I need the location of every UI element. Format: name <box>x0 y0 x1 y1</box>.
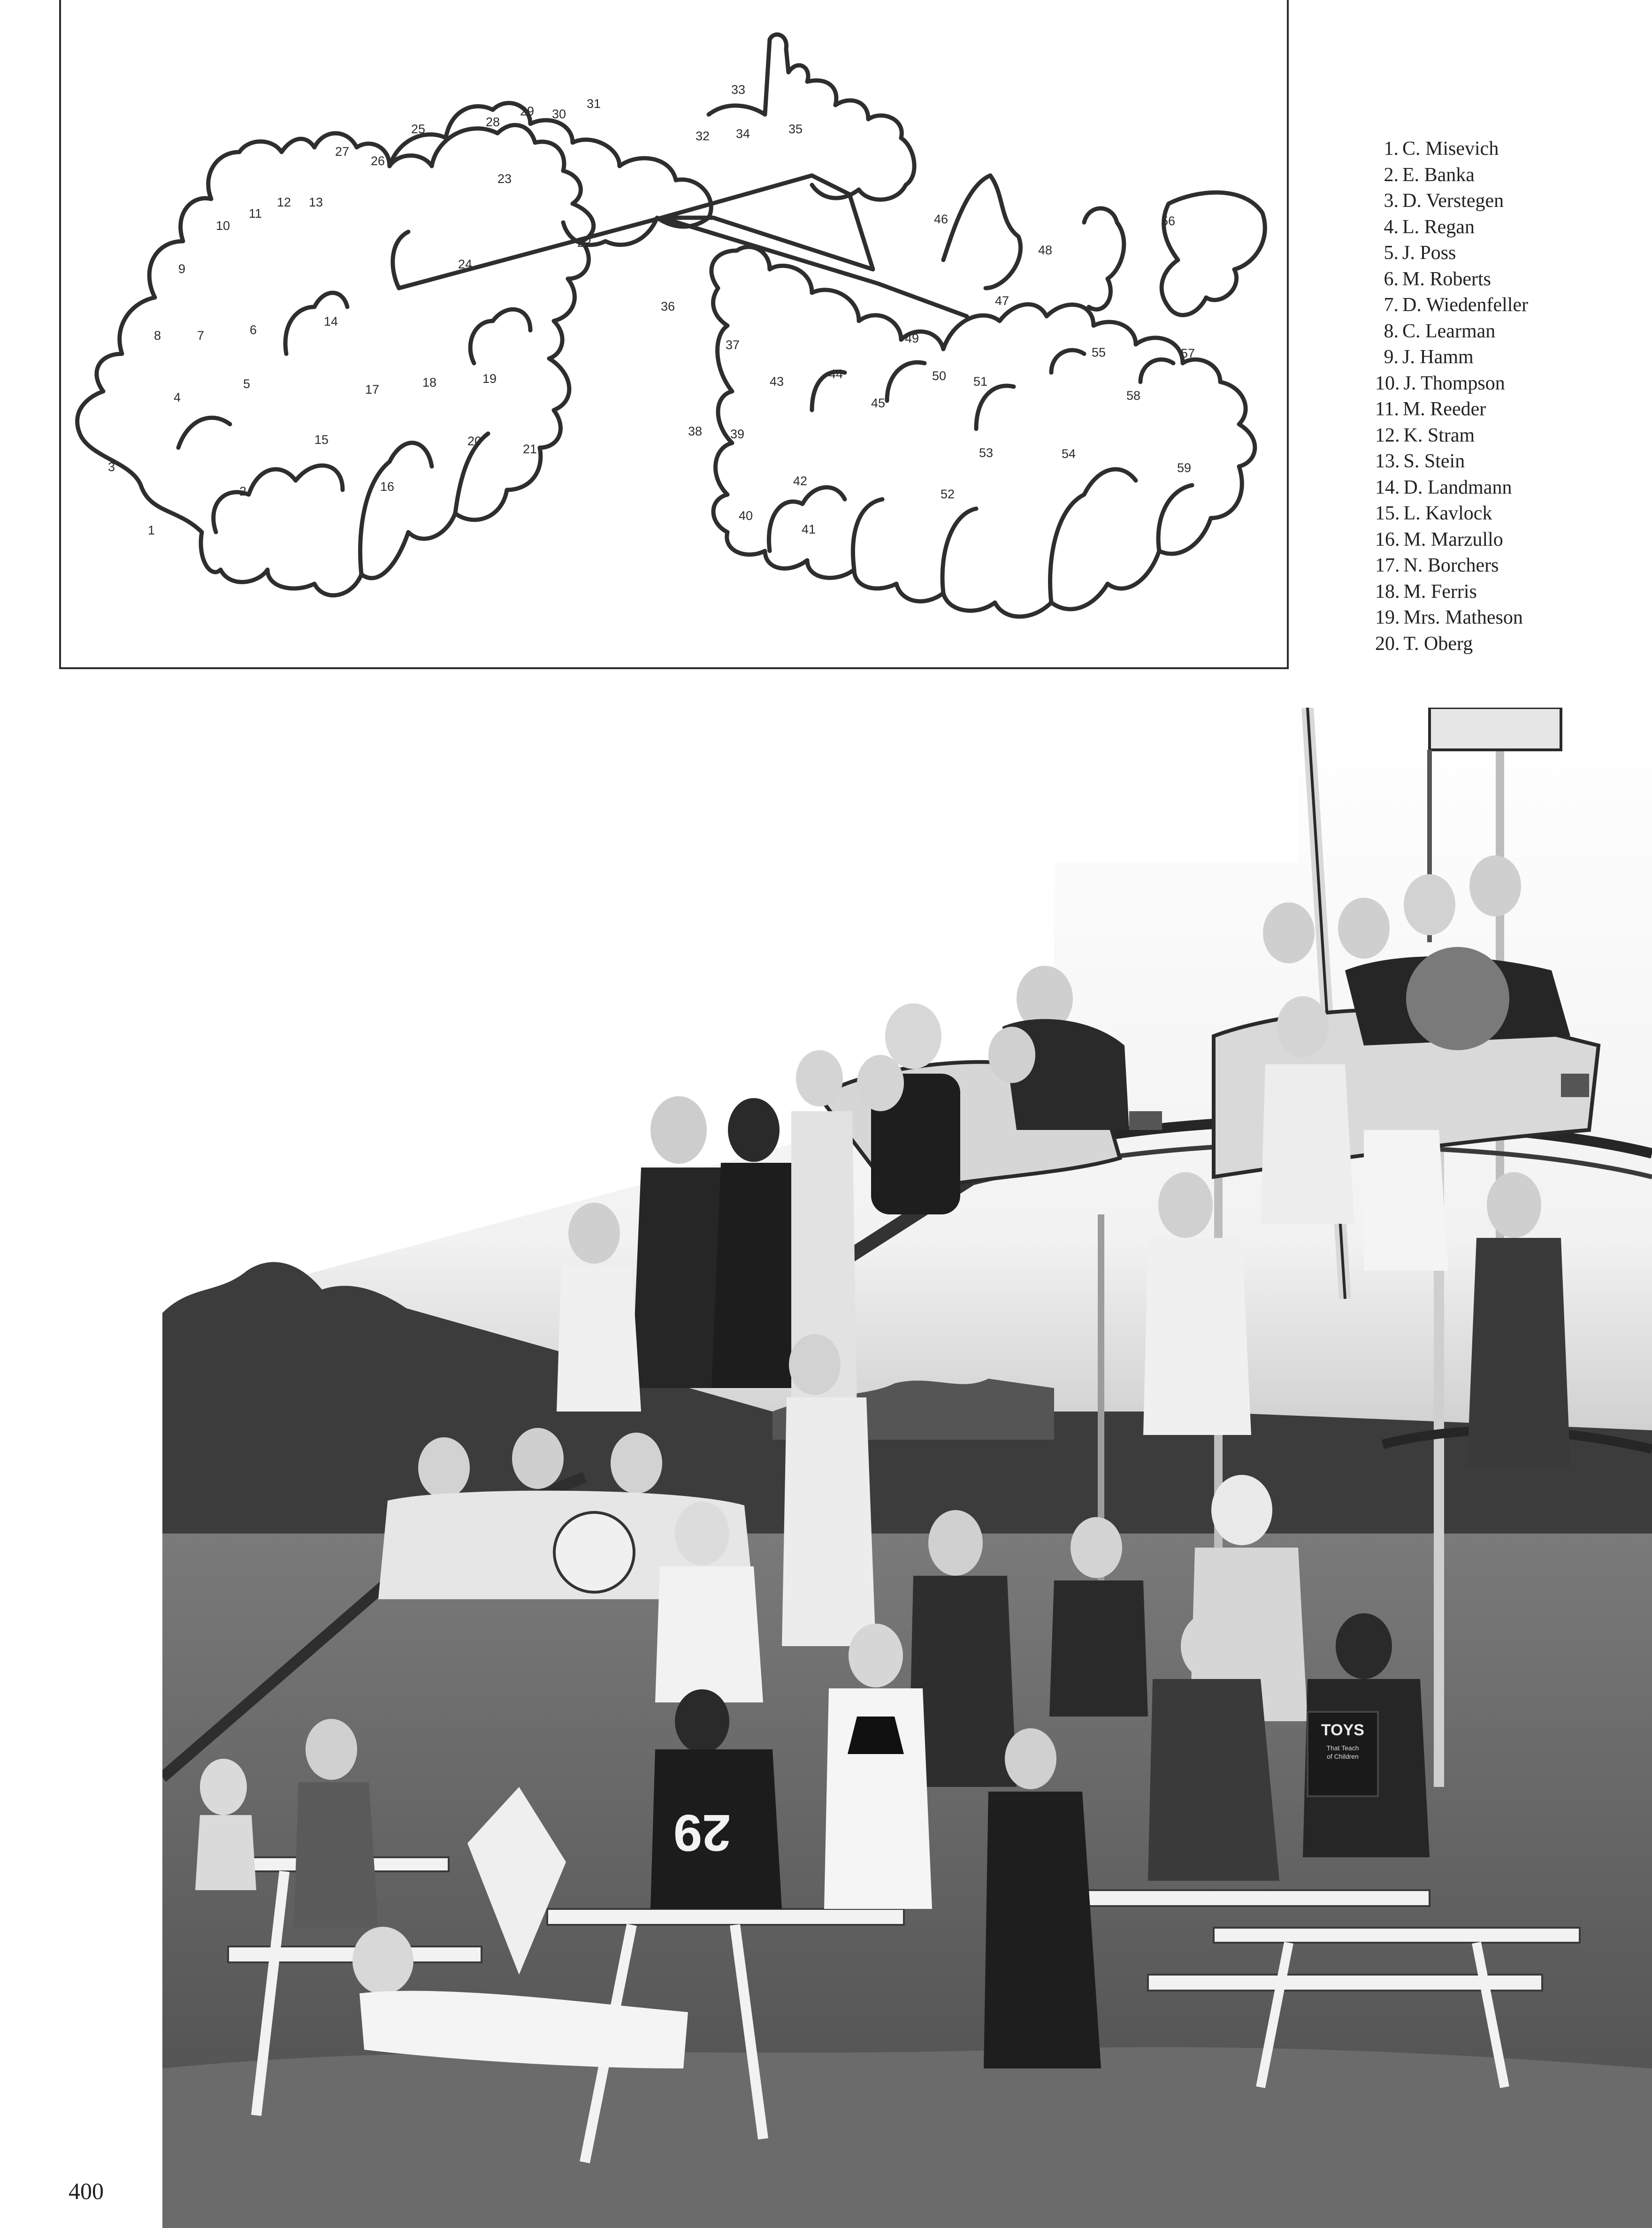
key-number: 20 <box>467 434 482 448</box>
key-number: 17 <box>365 382 380 397</box>
key-number: 43 <box>770 374 784 389</box>
page-number: 400 <box>69 2178 104 2204</box>
name-text: M. Ferris <box>1403 580 1477 603</box>
person-body <box>655 1566 763 1702</box>
person-head <box>1181 1613 1237 1679</box>
person-head <box>512 1428 564 1489</box>
key-outline-upper-right <box>943 175 1265 315</box>
key-number: 50 <box>932 369 947 383</box>
person-head <box>885 1003 941 1069</box>
name-entry: 18. M. Ferris <box>1375 580 1477 603</box>
key-number: 47 <box>995 294 1010 308</box>
key-number: 9 <box>178 262 186 276</box>
key-number: 31 <box>587 97 601 111</box>
key-number: 41 <box>802 522 816 536</box>
key-outline-right-group <box>711 247 1255 617</box>
key-number: 22 <box>577 236 592 250</box>
key-number: 11 <box>249 206 262 221</box>
name-entry: 2. E. Banka <box>1384 164 1475 186</box>
key-number: 35 <box>788 122 803 136</box>
person-head <box>611 1433 662 1494</box>
key-number: 46 <box>934 212 948 226</box>
person-body <box>294 1782 378 1928</box>
name-entry: 4. L. Regan <box>1384 216 1475 238</box>
person-body <box>1467 1238 1570 1468</box>
name-text: C. Misevich <box>1402 138 1499 160</box>
person-head <box>988 1027 1035 1083</box>
key-number: 49 <box>905 331 919 345</box>
key-number: 34 <box>736 127 750 141</box>
key-number: 21 <box>523 442 537 456</box>
name-entry: 20. T. Oberg <box>1375 633 1473 655</box>
person-head <box>849 1624 903 1687</box>
stuffed-animal-lion <box>1406 947 1509 1050</box>
key-number: 40 <box>739 509 753 523</box>
person-head <box>1336 1613 1392 1679</box>
person-head <box>857 1055 904 1111</box>
person-head <box>1277 996 1329 1057</box>
person-head <box>796 1050 843 1106</box>
name-text: J. Thompson <box>1403 372 1505 394</box>
name-entry: 15. L. Kavlock <box>1375 503 1492 524</box>
silhouette-outlines <box>61 0 1287 666</box>
key-number: 53 <box>979 446 994 460</box>
key-number: 54 <box>1062 447 1076 461</box>
toys-sign-title: TOYS <box>1321 1721 1364 1739</box>
person-head <box>1338 898 1390 959</box>
key-number: 27 <box>335 145 350 159</box>
name-text: Mrs. Matheson <box>1403 607 1523 628</box>
key-number: 19 <box>482 372 497 386</box>
photo-gravel <box>162 2047 1652 2228</box>
person-body <box>1049 1580 1148 1717</box>
key-number: 55 <box>1092 345 1106 359</box>
stuffed-animal-poodle <box>200 1759 247 1815</box>
person-head <box>789 1334 841 1395</box>
key-number: 57 <box>1181 346 1195 360</box>
key-number: 59 <box>1177 461 1192 475</box>
key-number: 3 <box>108 460 115 474</box>
key-number: 36 <box>661 299 675 313</box>
name-entry: 11. M. Reeder <box>1375 398 1486 420</box>
group-photograph <box>162 708 1652 2228</box>
key-number: 25 <box>411 122 426 136</box>
name-entry: 5. J. Poss <box>1384 242 1456 264</box>
identification-name-list <box>1375 136 1638 657</box>
key-number: 18 <box>422 375 437 389</box>
person-head <box>568 1203 620 1264</box>
name-entry: 10. J. Thompson <box>1375 372 1505 394</box>
key-number: 23 <box>497 172 512 186</box>
person-head <box>1263 902 1315 963</box>
name-text: E. Banka <box>1402 164 1475 186</box>
person-head <box>1487 1172 1541 1238</box>
name-text: M. Roberts <box>1402 268 1491 290</box>
name-text: L. Regan <box>1402 216 1475 238</box>
name-text: K. Stram <box>1403 424 1475 446</box>
name-entry: 3. D. Verstegen <box>1384 190 1504 212</box>
person-head <box>675 1689 729 1753</box>
group-photo-rendering <box>162 708 1652 2228</box>
name-entry: 6. M. Roberts <box>1384 268 1491 290</box>
key-number: 2 <box>239 484 247 498</box>
person-dress <box>1364 1130 1448 1271</box>
key-number: 5 <box>243 377 251 391</box>
coaster-car-lamp <box>1561 1074 1589 1097</box>
person-body <box>711 1163 801 1388</box>
person-body <box>1148 1679 1279 1881</box>
person-head <box>675 1502 729 1565</box>
person-head <box>650 1096 707 1164</box>
name-entry: 12. K. Stram <box>1375 424 1475 446</box>
key-number: 30 <box>552 107 566 121</box>
photo-key-diagram <box>59 0 1289 669</box>
key-number: 12 <box>277 195 291 209</box>
key-number: 16 <box>380 480 395 494</box>
name-text: D. Landmann <box>1403 476 1512 498</box>
name-entry: 8. C. Learman <box>1384 320 1496 342</box>
key-number: 7 <box>197 328 205 343</box>
person-head <box>352 1927 413 1994</box>
name-text: M. Marzullo <box>1403 528 1503 550</box>
coaster-car-vent <box>1129 1111 1162 1130</box>
person-head <box>1211 1475 1272 1545</box>
name-text: C. Learman <box>1402 320 1496 342</box>
key-number: 4 <box>174 390 181 404</box>
key-number: 51 <box>973 374 988 389</box>
name-entry: 19. Mrs. Matheson <box>1375 607 1523 628</box>
name-entry: 13. S. Stein <box>1375 450 1465 472</box>
person-body <box>984 1792 1101 2068</box>
name-text: S. Stein <box>1403 450 1465 472</box>
stuffed-animal-duck <box>554 1512 634 1592</box>
name-text: J. Hamm <box>1402 346 1474 368</box>
name-text: D. Verstegen <box>1402 190 1504 212</box>
key-number: 37 <box>726 338 740 352</box>
key-number: 44 <box>829 367 843 381</box>
name-entry: 1. C. Misevich <box>1384 138 1499 160</box>
person-head <box>1404 874 1455 935</box>
person-body <box>1143 1238 1251 1435</box>
key-number: 38 <box>688 424 703 438</box>
person-head <box>928 1510 983 1576</box>
person-head <box>1005 1728 1056 1789</box>
name-text: M. Reeder <box>1402 398 1486 420</box>
key-number: 48 <box>1038 243 1053 257</box>
key-number: 8 <box>154 328 161 343</box>
person-head <box>1158 1172 1213 1238</box>
person-body <box>1261 1064 1354 1224</box>
person-body <box>557 1266 641 1412</box>
name-text: J. Poss <box>1402 242 1456 264</box>
key-number: 13 <box>309 195 323 209</box>
name-text: T. Oberg <box>1403 633 1473 655</box>
key-number: 15 <box>314 433 329 447</box>
toys-sign-subtitle: of Children <box>1327 1753 1359 1760</box>
name-entry: 7. D. Wiedenfeller <box>1384 294 1529 316</box>
key-outline-left-upper <box>390 103 711 245</box>
toys-sign <box>1308 1712 1378 1796</box>
key-number: 6 <box>250 323 257 337</box>
key-number: 56 <box>1161 214 1176 228</box>
key-number: 10 <box>216 219 230 233</box>
key-number: 26 <box>371 154 385 168</box>
person-head <box>418 1437 470 1498</box>
person-head <box>1071 1517 1122 1578</box>
key-number: 45 <box>871 396 886 410</box>
name-text: D. Wiedenfeller <box>1402 294 1529 316</box>
key-number: 24 <box>458 257 473 271</box>
key-number: 58 <box>1126 389 1141 403</box>
key-outline-track <box>399 218 967 316</box>
key-outline-left-figures <box>178 232 530 574</box>
key-number: 1 <box>148 523 155 537</box>
key-number: 29 <box>520 104 535 118</box>
bow-tie <box>848 1717 904 1754</box>
jersey-number: 29 <box>673 1804 731 1862</box>
name-entry: 17. N. Borchers <box>1375 555 1499 576</box>
person-head <box>1469 855 1521 916</box>
person-body <box>782 1397 876 1646</box>
name-entry: 9. J. Hamm <box>1384 346 1474 368</box>
key-number: 39 <box>730 427 745 441</box>
name-entry: 16. M. Marzullo <box>1375 528 1503 550</box>
key-number: 33 <box>731 83 746 97</box>
person-head <box>728 1098 780 1162</box>
name-text: L. Kavlock <box>1403 503 1492 524</box>
toys-sign-subtitle: That Teach <box>1326 1744 1359 1752</box>
key-number: 32 <box>696 129 710 143</box>
key-number: 42 <box>793 474 808 488</box>
key-number: 52 <box>941 487 955 501</box>
stuffed-animal-poodle-body <box>195 1815 256 1890</box>
key-number: 14 <box>324 314 338 328</box>
name-text: N. Borchers <box>1403 555 1499 576</box>
key-number: 28 <box>486 115 500 129</box>
name-entry: 14. D. Landmann <box>1375 476 1512 498</box>
person-head <box>306 1719 357 1780</box>
